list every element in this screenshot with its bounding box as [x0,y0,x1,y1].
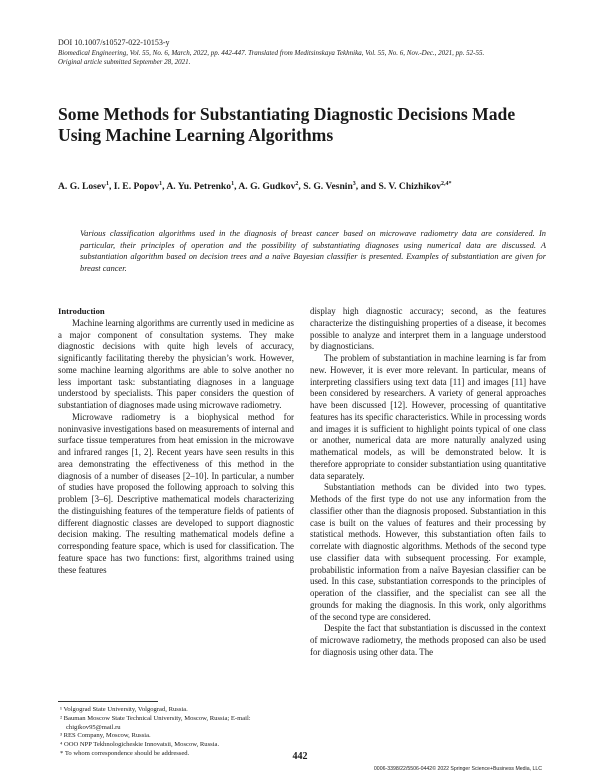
author: S. V. Chizhikov$^{2,4*}$ [378,181,452,193]
article-title: Some Methods for Substantiating Diagnostic Decisions Made Using Machine Learning Algorithms [58,104,516,145]
author: A. G. Losev$^1$, [58,181,114,193]
copyright-line: 0006-3398/22/5506-0442© 2022 Springer Science+Business Media, LLC [373,766,542,772]
submission-date: Original article submitted September 28, 2021. [58,58,191,66]
body-paragraph: The problem of substantiation in machine learning is far from new. However, it is ever more relevant. In particular, means of interpreting classifiers using text data [11] and images [11] have been considered by researchers. A variety of general approaches have been discussed [12]. However, processing of quantitative features has its specific characteristics. While in processing words and images it is sufficient to highlight points typical of one class or another, numerical data are more naturally analyzed using mathematical models, as will be demonstrated below. It is therefore appropriate to consider substantiation using quantitative data separately. [310,353,546,481]
author-list [58,181,558,192]
footnote: * To whom correspondence should be addressed. [60,749,190,757]
journal-citation: Biomedical Engineering, Vol. 55, No. 6, March, 2022, pp. 442-447. Translated from Meditsinskaya Tekhnika, Vol. 55, No. 6, Nov.-Dec., 2021, pp. 52-55. [58,48,485,57]
journal-header [58,38,548,68]
footnote: ³ RES Company, Moscow, Russia. [60,732,151,740]
page-number: 442 [292,751,308,762]
author: S. G. Vesnin$^3$, and [303,181,379,193]
body-paragraph: Substantiation methods can be divided into two types. Methods of the first type do not use any information from the classifier other than the diagnosis proposed. Substantiation in this case is built on the values of features and their processing by statistical methods. However, this substantiation often fails to correlate with diagnostic algorithms. Methods of the second type use classifier data with subsequent processing. For example, probabilistic information from a naïve Bayesian classifier can be used. In this case, substantiation corresponds to the principles of operation of the classifier, and the specialist can see all the grounds for making the diagnosis. In this work, only algorithms of the second type are considered. [310,482,546,622]
right-column [310,306,546,659]
body-paragraph: Machine learning algorithms are currently used in medicine as a major component of consultation systems. They make diagnostic decisions with quite high levels of accuracy, significantly facilitating thereby the physician’s work. However, some machine learning algorithms are able to solve another no less important task: substantiating diagnoses in a language understood by specialists. This paper considers the question of substantiation of diagnoses made using microwave radiometry. [58,317,294,410]
footnote: ⁴ OOO NPP Tekhnologicheskie Innovatsii, Moscow, Russia. [60,741,220,749]
body-paragraph: display high diagnostic accuracy; second, as the features characterize the distinguishing properties of a disease, it becomes possible to analyze and interpret them in a language understood by diagnosticians. [310,306,546,352]
footnote: ² Bauman Moscow State Technical University, Moscow, Russia; E-mail: chigikov95@mail.ru [60,714,251,731]
left-column [58,306,294,576]
footnote-divider [58,701,158,702]
abstract: Various classification algorithms used in the diagnosis of breast cancer based on microwave radiometry data are considered. In particular, their principles of operation and the possibility of substantiating diagnoses using numerical data are discussed. A substantiation algorithm based on decision trees and a naïve Bayesian classifier is presented. Examples of substantiation are given for breast cancer. [80,229,546,273]
body-paragraph: Microwave radiometry is a biophysical method for noninvasive investigations based on measurements of internal and surface tissue temperatures from heat emission in the microwave and infrared ranges [1, 2]. Recent years have seen results in this area demonstrating the effectiveness of this method in the diagnosis of a number of diseases [2–10]. In particular, a number of studies have proposed the following approach to solving this problem [3–6]. Descriptive mathematical models characterizing the distinguishing features of the temperature fields of patients of different diagnostic classes are developed to support diagnostic decision making. The resulting mathematical models define a corresponding feature space, which is used for classification. The feature space has two functions: first, algorithms trained using these features [58,411,294,575]
section-heading-introduction: Introduction [58,306,105,316]
body-paragraph: Despite the fact that substantiation is discussed in the context of microwave radiometry, the methods proposed can also be used for diagnosis using other data. The [310,623,546,657]
doi-line: DOI 10.1007/s10527-022-10153-y [58,38,170,47]
author: I. E. Popov$^1$, [113,181,167,193]
author: A. G. Gudkov$^2$, [238,181,304,193]
author: A. Yu. Petrenko$^1$, [166,181,239,193]
footnote: ¹ Volgograd State University, Volgograd, Russia. [60,706,188,713]
